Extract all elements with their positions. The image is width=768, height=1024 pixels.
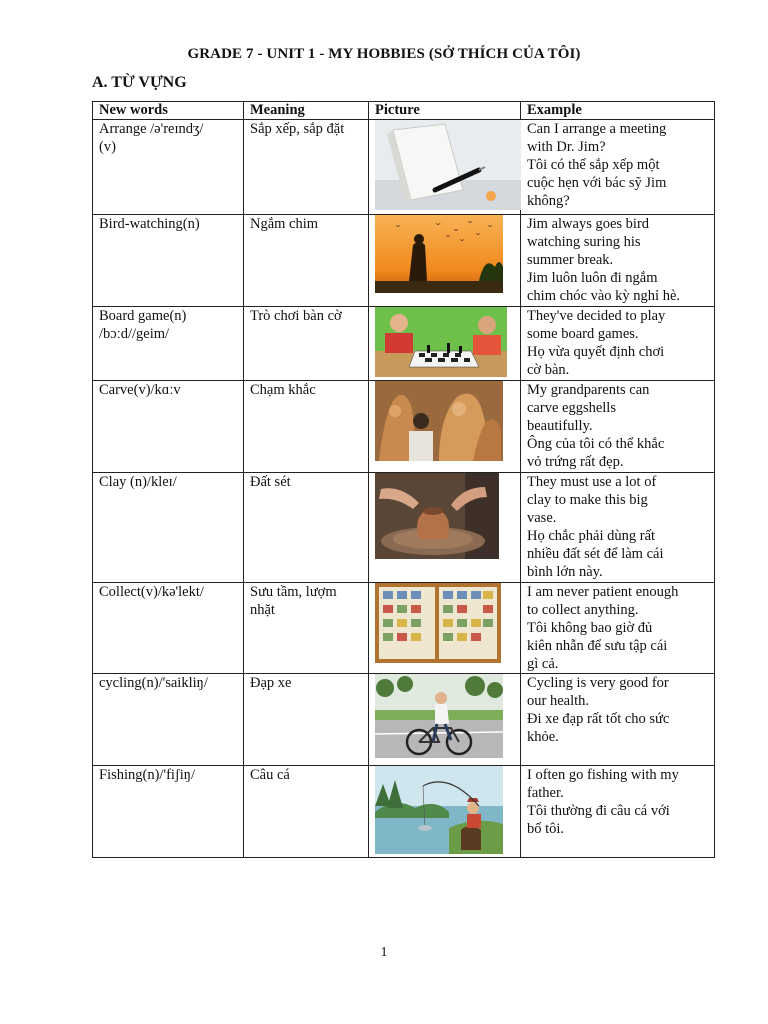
table-row: [93, 215, 715, 307]
header-example: Example: [521, 102, 715, 120]
example-line: Jim always goes bird: [527, 216, 650, 232]
example-line: beautifully.: [527, 418, 593, 434]
notebook-and-pen-photo: [375, 120, 521, 210]
example-line: summer break.: [527, 252, 614, 268]
table-row: [93, 674, 715, 766]
girl-cycling-photo: [375, 674, 521, 758]
example-cell: [521, 583, 715, 674]
example-line: vase.: [527, 510, 557, 526]
example-line: Họ vừa quyết định chơi: [527, 344, 665, 360]
example-cell: [521, 215, 715, 307]
word-text: Board game(n): [99, 308, 187, 324]
meaning-cell: Đạp xe: [244, 674, 369, 766]
example-cell: [521, 307, 715, 381]
example-line: Ông của tôi có thể khắc: [527, 436, 665, 452]
header-new-words: New words: [93, 102, 244, 120]
example-line: Tôi không bao giờ đủ: [527, 620, 653, 636]
example-line: không?: [527, 193, 570, 209]
word-text: Clay (n)/kleɪ/: [99, 474, 177, 490]
example-line: I often go fishing with my: [527, 767, 679, 783]
example-line: bình lớn này.: [527, 564, 603, 580]
picture-cell: [369, 674, 521, 766]
example-line: Tôi thường đi câu cá với: [527, 803, 670, 819]
example-cell: [521, 120, 715, 215]
meaning-cell: Sắp xếp, sắp đặt: [244, 120, 369, 215]
table-row: [93, 473, 715, 583]
example-line: kiên nhẫn để sưu tập cái: [527, 638, 668, 654]
example-line: chim chóc vào kỳ nghỉ hè.: [527, 288, 681, 304]
meaning-cell: Đất sét: [244, 473, 369, 583]
table-header-row: [93, 102, 715, 120]
picture-cell: [369, 473, 521, 583]
word-cell: [93, 120, 244, 215]
boys-playing-chess-photo: [375, 307, 521, 377]
example-line: Jim luôn luôn đi ngắm: [527, 270, 658, 286]
example-line: our health.: [527, 693, 590, 709]
example-line: I am never patient enough: [527, 584, 679, 600]
word-text: Collect(v)/kə'lekt/: [99, 584, 204, 600]
word-text: Arrange /ə'reɪndʒ/: [99, 121, 204, 137]
vocabulary-table: [92, 101, 715, 858]
example-line: Đi xe đạp rất tốt cho sức: [527, 711, 670, 727]
wood-carving-photo: [375, 381, 521, 461]
stamp-album-photo: [375, 583, 521, 663]
table-row: [93, 120, 715, 215]
example-cell: [521, 381, 715, 473]
example-line: They must use a lot of: [527, 474, 657, 490]
section-heading: A. TỪ VỰNG: [92, 74, 187, 91]
example-line: vỏ trứng rất đẹp.: [527, 454, 624, 470]
example-line: cuộc hẹn với bác sỹ Jim: [527, 175, 667, 191]
picture-cell: [369, 120, 521, 215]
word-cell: [93, 381, 244, 473]
bird-watching-sunset-photo: [375, 215, 521, 293]
meaning-cell: Trò chơi bàn cờ: [244, 307, 369, 381]
example-line: clay to make this big: [527, 492, 648, 508]
meaning-cell: Chạm khắc: [244, 381, 369, 473]
header-picture: Picture: [369, 102, 521, 120]
page-title: GRADE 7 - UNIT 1 - MY HOBBIES (SỞ THÍCH CỦA TÔI): [187, 46, 581, 62]
table-row: [93, 766, 715, 858]
example-line: cờ bàn.: [527, 362, 570, 378]
example-line: They've decided to play: [527, 308, 666, 324]
example-cell: [521, 473, 715, 583]
example-line: bố tôi.: [527, 821, 565, 837]
example-line: Cycling is very good for: [527, 675, 669, 691]
word-cell: [93, 583, 244, 674]
picture-cell: [369, 381, 521, 473]
word-cell: [93, 215, 244, 307]
picture-cell: [369, 766, 521, 858]
example-line: Họ chắc phải dùng rất: [527, 528, 656, 544]
word-cell: [93, 674, 244, 766]
word-cell: [93, 766, 244, 858]
example-line: Can I arrange a meeting: [527, 121, 667, 137]
example-line: some board games.: [527, 326, 639, 342]
word-cell: [93, 473, 244, 583]
example-line: with Dr. Jim?: [527, 139, 606, 155]
fishing-cartoon-illustration: [375, 766, 521, 854]
word-text: Carve(v)/kɑːv: [99, 382, 181, 398]
example-line: watching suring his: [527, 234, 641, 250]
header-meaning: Meaning: [244, 102, 369, 120]
example-line: My grandparents can: [527, 382, 650, 398]
example-line: father.: [527, 785, 564, 801]
picture-cell: [369, 215, 521, 307]
meaning-cell: Câu cá: [244, 766, 369, 858]
word-cell: [93, 307, 244, 381]
example-line: gì cả.: [527, 656, 559, 672]
example-line: carve eggshells: [527, 400, 616, 416]
page-number: 1: [380, 945, 388, 960]
word-text: Fishing(n)/'fiʃiŋ/: [99, 767, 195, 783]
table-row: [93, 307, 715, 381]
example-line: to collect anything.: [527, 602, 639, 618]
word-text: /bɔːd//geim/: [99, 326, 170, 342]
example-line: nhiều đất sét để làm cái: [527, 546, 664, 562]
meaning-cell: Ngắm chim: [244, 215, 369, 307]
example-cell: [521, 674, 715, 766]
table-row: [93, 583, 715, 674]
picture-cell: [369, 583, 521, 674]
example-cell: [521, 766, 715, 858]
word-text: cycling(n)/'saikliŋ/: [99, 675, 208, 691]
example-line: khỏe.: [527, 729, 559, 745]
picture-cell: [369, 307, 521, 381]
pottery-wheel-photo: [375, 473, 521, 559]
example-line: Tôi có thể sắp xếp một: [527, 157, 660, 173]
meaning-cell: Sưu tầm, lượm nhặt: [244, 583, 369, 674]
word-text: Bird-watching(n): [99, 216, 200, 232]
word-text: (v): [99, 139, 116, 155]
table-row: [93, 381, 715, 473]
